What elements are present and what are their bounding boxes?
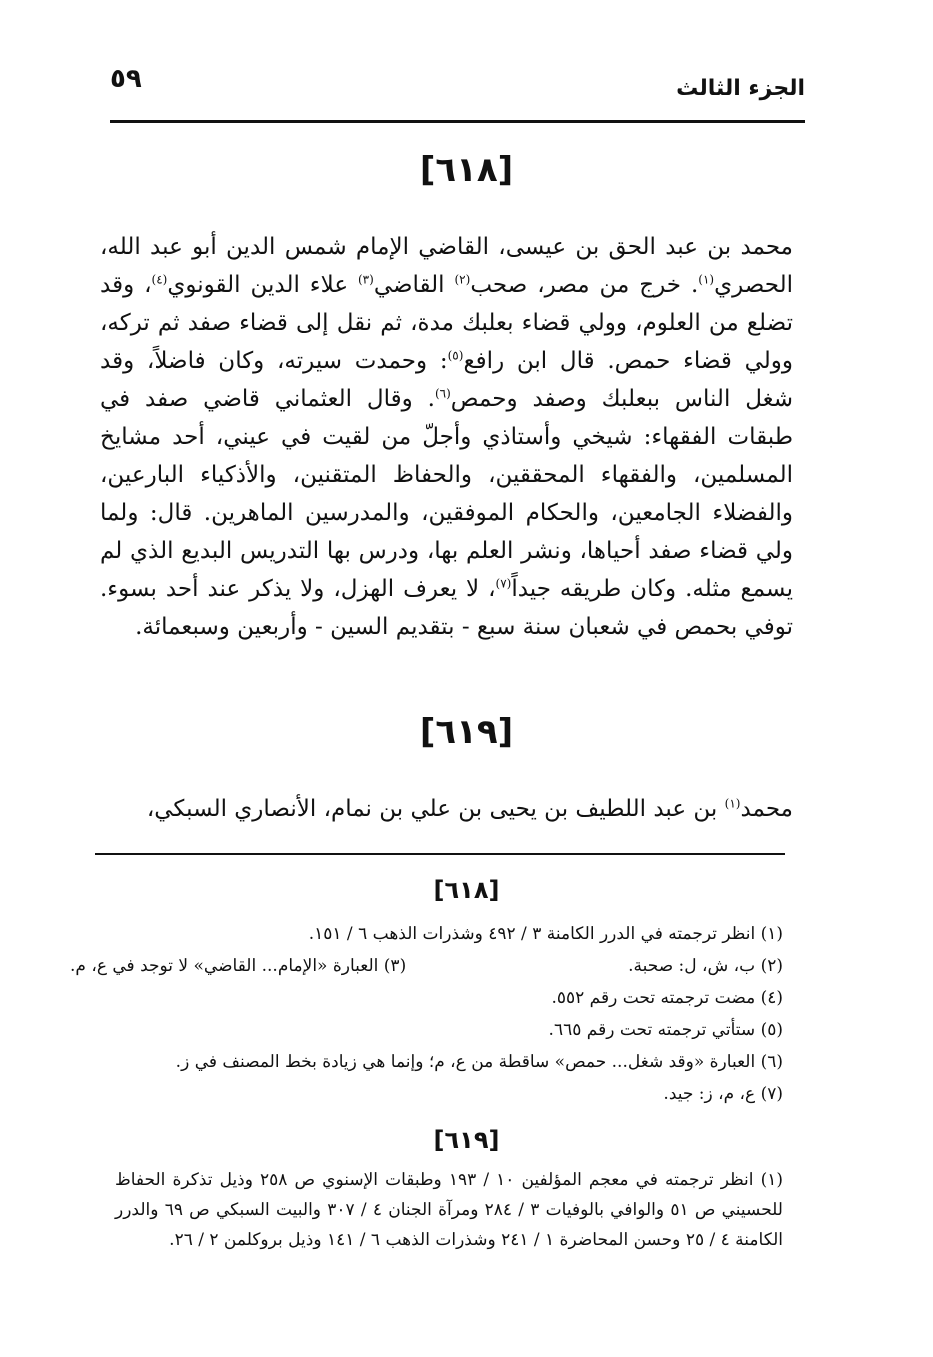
page-number: ٥٩ — [110, 64, 142, 94]
text-segment: علاء الدين القونوي — [167, 272, 358, 298]
entry-number-619: [٦١٩] — [419, 712, 514, 752]
footnotes-618 — [70, 918, 783, 1110]
text-segment: . وقال العثماني قاضي صفد في طبقات الفقهاء: شيخي وأستاذي وأجلّ من لقيت في عيني، أحد مشايخ المسلمين، والفقهاء المحققين، والحفاظ المتقنين، والأذكياء البارعين، والفضلاء الجامعين، والحكام الموفقين، والمدرسين الماهرين. قال: ولما ولي قضاء صفد أحياها، ونشر العلم بها، ودرس بها التدريس البديع الذي لم يسمع مثله. وكان طريقه جيداً — [100, 386, 793, 602]
footnote-side-text: (٣) العبارة «الإمام... القاضي» لا توجد في ع، م. — [70, 956, 407, 976]
footnote-item — [70, 1078, 783, 1110]
footnote-marker: (٧) — [495, 576, 512, 591]
footnote-item — [70, 918, 783, 950]
footnote-heading-619: [٦١٩] — [433, 1126, 500, 1154]
footnote-text: (٢) ب، ش، ل: صحبة. — [628, 956, 783, 976]
text-segment: ، وقد تضلع من العلوم، وولي قضاء بعلبك مدة، ثم نقل إلى قضاء صفد ثم تركه، وولي قضاء حمص. قال ابن رافع — [100, 272, 793, 374]
text-segment: القاضي — [373, 272, 455, 298]
footnote-item — [70, 1014, 783, 1046]
footnote-marker: (٥) — [447, 348, 464, 363]
footnote-divider — [95, 853, 785, 855]
footnote-text: (١) انظر ترجمته في الدرر الكامنة ٣ / ٤٩٢ وشذرات الذهب ٦ / ١٥١. — [308, 924, 783, 944]
footnote-text: (٦) العبارة «وقد شغل... حمص» ساقطة من ع، م؛ وإنما هي زيادة بخط المصنف في ز. — [175, 1052, 783, 1072]
footnote-heading-618: [٦١٨] — [433, 876, 500, 904]
text-segment: : وحمدت سيرته، وكان فاضلاً، وقد شغل الناس ببعلبك وصفد وحمص — [100, 348, 793, 412]
text-segment: محمد بن عبد الحق بن عيسى، القاضي الإمام شمس الدين أبو عبد الله، الحصري — [100, 234, 793, 298]
text-segment: محمد — [740, 796, 793, 822]
footnote-text: (٧) ع، م، ز: جيد. — [663, 1084, 783, 1104]
footnote-item — [70, 1046, 783, 1078]
entry-text-618 — [100, 228, 793, 646]
entry-619-paragraph — [100, 790, 793, 828]
footnote-item — [70, 950, 783, 982]
footnote-marker: (٦) — [434, 386, 451, 401]
footnote-item — [70, 982, 783, 1014]
header-divider — [110, 120, 805, 123]
footnote-marker: (٢) — [454, 272, 471, 287]
page-header — [110, 58, 805, 118]
footnote-marker: (١) — [724, 796, 741, 811]
footnote-text: (٥) ستأتي ترجمته تحت رقم ٦٦٥. — [548, 1020, 783, 1040]
entry-618-paragraph — [100, 228, 793, 646]
footnotes-619: (١) انظر ترجمته في معجم المؤلفين ١٠ / ١٩٣ وطبقات الإسنوي ص ٢٥٨ وذيل تذكرة الحفاظ للحسيني ص ٥١ والوافي بالوفيات ٣ / ٢٨٤ ومرآة الجنان ٤ / ٣٠٧ والبيت السبكي ص ٦٩ والدرر الكامنة ٤ / ٢٥ وحسن المحاضرة ١ / ٢٤١ وشذرات الذهب ٦ / ١٤١ وذيل بروكلمن ٢ / ٢٦. — [115, 1170, 784, 1250]
book-part-title: الجزء الثالث — [676, 76, 805, 101]
text-segment: بن عبد اللطيف بن يحيى بن علي بن نمام، الأنصاري السبكي، — [146, 796, 725, 822]
entry-number-618: [٦١٨] — [419, 150, 514, 190]
text-segment: . خرج من مصر، صحب — [470, 272, 699, 298]
footnote-text: (٤) مضت ترجمته تحت رقم ٥٥٢. — [551, 988, 783, 1008]
footnote-marker: (٣) — [357, 272, 374, 287]
entry-text-619 — [100, 790, 793, 828]
footnote-marker: (١) — [698, 272, 715, 287]
text-segment: ، لا يعرف الهزل، ولا يذكر عند أحد بسوء. توفي بحمص في شعبان سنة سبع - بتقديم السين - وأربعين وسبعمائة. — [100, 576, 793, 640]
footnote-marker: (٤) — [151, 272, 168, 287]
